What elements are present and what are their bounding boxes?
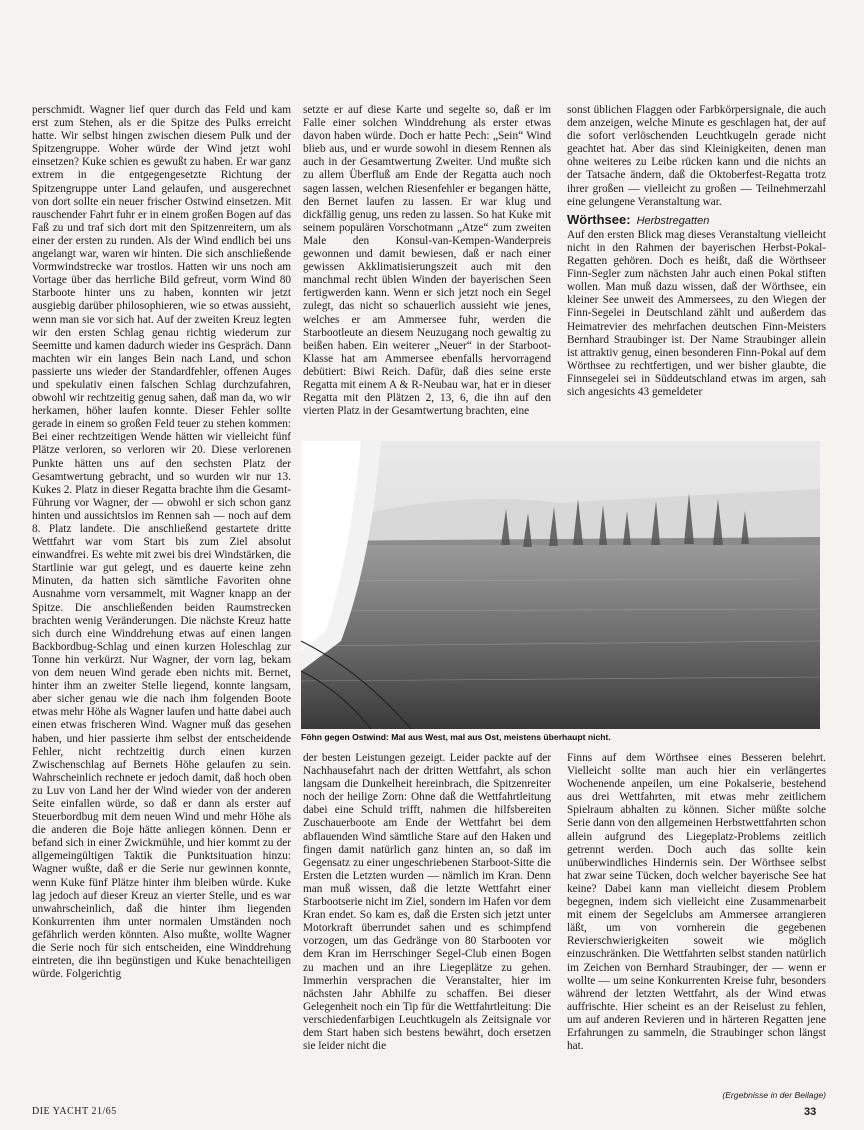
column-2-bottom-text: der besten Leistungen gezeigt. Leider packte auf der Nachhausefahrt nach der dritten Wettfahrt, als schon langsam die Dunkelheit hereinbrach, die Spitzenreiter noch der heilige Zorn: Ohne daß die Wettfahrtleitung dabei eine Schuld trifft, nahmen die hilfsbereiten Zuschauerboote am Ende der Wettfahrt bei dem abflauenden Wind sämtliche Stare auf den Haken und fingen damit natürlich ganz hinten an, so daß im Gegensatz zu einer ungeschriebenen Starboot-Sitte die Ersten die Letzten wurden — nämlich im Kran. Denn man muß wissen, daß die letzte Wettfahrt einer Starbootserie nicht im Ziel, sondern im Hafen vor dem Kran endet. So kam es, daß die Ersten sich jetzt unter Motorkraft überrundet sahen und es schimpfend vorzogen, um das Gedränge von 80 Starbooten vor dem Kran im Herrschinger Segel-Club einen Bogen zu machen und an ihre Liegeplätze zu gehen. Immerhin versprachen die Veranstalter, hier im nächsten Jahr Abhilfe zu schaffen. Bei dieser Gelegenheit noch ein Tip für die Wettfahrtleitung: Die verschiedenfarbigen Leuchtkugeln als Zeitsignale vor dem Start haben sich bestens bewährt, doch ersetzen sie leider nicht die (303, 752, 551, 1053)
publication-footer: DIE YACHT 21/65 (32, 1106, 117, 1117)
column-3-top-text: sonst üblichen Flaggen oder Farbkörpersignale, die auch dem anzeigen, welche Minute es geschlagen hat, der auf die sofort verlöschenden Leuchtkugeln gerade nicht geachtet hat. Aber das sind Kleinigkeiten, denen man ohne weiteres zu Leibe rücken kann und die nichts an der Tatsache ändern, daß die Oktoberfest-Regatta trotz ihrer großen — vielleicht zu großen — Teilnehmerzahl eine gelungene Veranstaltung war. (567, 104, 826, 208)
photo-caption: Föhn gegen Ostwind: Mal aus West, mal aus Ost, meistens überhaupt nicht. (301, 732, 611, 742)
results-note: (Ergebnisse in der Beilage) (722, 1090, 826, 1100)
section-heading-woerthsee (567, 213, 826, 228)
section-woerthsee-text: Auf den ersten Blick mag dieses Veranstaltung vielleicht nicht in den Rahmen der bayerischen Herbst-Pokal-Regatten gehören. Doch es heißt, daß die Wörthseer Finn-Segler zum nächsten Jahr auch einen Pokal stiften wollen. Man muß dazu wissen, daß der Wörthsee, ein kleiner See unweit des Ammersees, zu den Wiegen der Finn-Segelei in Deutschland zählt und außerdem das Heimatrevier des mehrfachen deutschen Finn-Meisters Bernhard Straubinger ist. Der Name Straubinger allein ist attraktiv genug, einen besonderen Finn-Pokal auf dem Wörthsee zu rechtfertigen, und wer bisher glaubte, die Finnsegelei sei in Süddeutschland etwas im argen, sah sich angesichts 43 gemeldeter (567, 228, 826, 398)
article-column-1 (32, 104, 291, 1104)
section-keyword: Wörthsee: (567, 211, 631, 227)
section-subtitle: Herbstregatten (636, 214, 710, 227)
column-3-bottom-text: Finns auf dem Wörthsee eines Besseren belehrt. Vielleicht sollte man auch hier ein verlängertes Wochenende anpeilen, um eine Pokalserie, bestehend aus drei Wettfahrten, mit etwas mehr zeitlichem Spielraum abhalten zu können. Sicher müßte solche Serie dann von den allgemeinen Herbstwettfahrten schon allein aufgrund des Liegeplatz-Problems zeitlich getrennt werden. Doch auch das sollte kein unüberwindliches Hindernis sein. Der Wörthsee selbst hat zwar seine Tücken, doch welcher bayerische See hat keine? Dabei kann man vielleicht diesem Problem begegnen, indem sich vielleicht eine Zusammenarbeit mit einem der Segelclubs am Ammersee arrangieren läßt, um von vornherein die gegebenen Revierschwierigkeiten soweit wie möglich einzuschränken. Die Wettfahrten selbst standen natürlich im Zeichen von Bernhard Straubinger, der — wenn er wollte — um seine Konkurrenten Kreise fuhr, besonders während der letzten Wettfahrt, als der Wind etwas auffrischte. Hier scheint es an der Reiselust zu fehlen, um auf anderen Revieren und in härteren Regatten jene Erfahrungen zu sammeln, die Straubinger schon längst hat. (567, 752, 826, 1053)
article-column-3-bottom (567, 752, 826, 1088)
column-1-text: perschmidt. Wagner lief quer durch das Feld und kam erst zum Stehen, als er die Spitze des Pulks erreicht hatte. Wir selbst hingen zwischen diesem Pulk und der Spitzengruppe. Woher würde der Wind jetzt wohl einsetzen? Kuke schien es gewußt zu haben. Er war ganz extrem in die entgegengesetzte Richtung der Spitzengruppe unter Land gelaufen, und ausgerechnet von dort sollte ein neuer frischer Ostwind einsetzen. Mit rauschender Fahrt fuhr er in einem großen Bogen auf das Faß zu und traf sich dort mit den Spitzenreitern, um als einer der ersten zu runden. Als der Wind endlich bei uns angelangt war, waren wir hinten. Die sich anschließende Vormwindstrecke war trostlos. Hatten wir uns noch am Vortage über das herrliche Bild gefreut, vorm Wind 80 Starboote hinter uns zu haben, konnten wir jetzt ausgiebig darüber philosophieren, wie so etwas aussieht, wenn man sie vor sich hat. Auf der zweiten Kreuz legten wir den ersten Schlag genau richtig wiederum zur Seemitte und kamen dadurch wieder ins Gespräch. Dann machten wir ein langes Bein nach Land, und schon passierte uns wieder der Standardfehler, offenen Auges und spekulativ einen falschen Schlag durchzufahren, obwohl wir rechtzeitig genug sahen, daß man da, wo wir herkamen, höher laufen konnte. Dieser Fehler sollte gerade in einem so großen Feld teuer zu stehen kommen: Bei einer rechtzeitigen Wende hätten wir vielleicht fünf Plätze verloren, so verloren wir 20. Diese verlorenen Punkte hätten uns auf den sechsten Platz der Gesamtwertung gebracht, und so wurden wir nur 13. Kukes 2. Platz in dieser Regatta brachte ihm die Gesamt-Führung vor Wagner, der — obwohl er sich schon ganz hinten und aussichtslos im Rennen sah — noch auf dem 8. Platz landete. Die anschließend gestartete dritte Wettfahrt war vom Start bis zum Ziel absolut einwandfrei. Es wehte mit zwei bis drei Windstärken, die Startlinie war gut gelegt, und es dauerte keine zehn Minuten, da hatten sich sämtliche Favoriten ohne Ausnahme vorn versammelt, mit Wagner knapp an der Spitze. Die anschließenden beiden Raumstrecken brachten wenig Veränderungen. Die nächste Kreuz hatte sich durch eine Winddrehung etwas auf einen langen Backbordbug-Schlag und einen kurzen Holeschlag zur Tonne hin verkürzt. Nur Wagner, der vorn lag, bekam von dem neuen Wind gerade eben nichts mit. Bernet, hinter ihm an zweiter Stelle liegend, konnte langsam, aber sicher genau wie die nach ihm folgenden Boote etwas mehr Höhe als Wagner laufen und hatte dabei auch einen etwas frischeren Wind. Wagner muß das gesehen haben, und hier passierte ihm selbst der entscheidende Fehler, nicht rechtzeitig durch einen kurzen Zwischenschlag auf Bernets Höhe gelaufen zu sein. Wahrscheinlich rechnete er jedoch damit, daß hoch oben zu Luv von Land her der Wind wieder von der anderen Seite einfallen würde, so daß er dann als erster auf Steuerbordbug mit dem neuen Wind und mehr Höhe als die anderen die Boje hätte anliegen können. Denn er befand sich in einer Zwickmühle, und hier kommt zu der allgemeingültigen Taktik die Punktsituation hinzu: Wagner wußte, daß er die Serie nur gewinnen konnte, wenn Kuke fünf Plätze hinter ihm bleiben würde. Kuke lag jedoch auf dieser Kreuz an vierter Stelle, und es war unwahrscheinlich, daß die hinter ihm liegenden Konkurrenten ihm unter normalen Umständen noch gefährlich werden könnten. Also mußte, wollte Wagner die Serie noch für sich entscheiden, eine Winddrehung eintreten, die ihn begünstigen und Kuke benachteiligen würde. Folgerichtig (32, 104, 291, 981)
page-number: 33 (804, 1106, 817, 1118)
article-column-2-bottom (303, 752, 551, 1104)
article-column-3-top (567, 104, 826, 434)
regatta-photo (301, 441, 820, 729)
column-2-top-text: setzte er auf diese Karte und segelte so, daß er im Falle einer solchen Winddrehung als erster etwas davon haben würde. Doch er hatte Pech: „Sein“ Wind blieb aus, und er wurde sowohl in diesem Rennen als auch in der Gesamtwertung Zweiter. Und mußte sich zu allem Überfluß am Ende der Regatta auch noch sagen lassen, welchen Riesenfehler er begangen hätte, den Bernet laufen zu lassen. Er war klug und dickfällig genug, uns reden zu lassen. So hat Kuke mit seinem populären Vorschotmann „Atze“ zum zweiten Male den Konsul-van-Kempen-Wanderpreis gewonnen und damit bewiesen, daß er nach einer gewissen Akklimatisierungszeit auch mit den manchmal recht üblen Winden der bayerischen Seen fertigwerden kann. Wenn er sich jetzt noch ein Segel zulegt, das nicht so schauerlich aussieht wie jenes, welches er am Ammersee fuhr, werden die Starbootleute an diesem Neuzugang noch gewaltig zu beißen haben. Ein weiterer „Neuer“ in der Starboot-Klasse hat am Ammersee ebenfalls hervorragend debütiert: Biwi Reich. Dafür, daß dies seine erste Regatta mit einem A & R-Neubau war, hat er in dieser Regatta mit den Plätzen 2, 13, 6, die ihn auf den vierten Platz in der Gesamtwertung brachten, eine (303, 104, 551, 418)
article-column-2-top (303, 104, 551, 434)
